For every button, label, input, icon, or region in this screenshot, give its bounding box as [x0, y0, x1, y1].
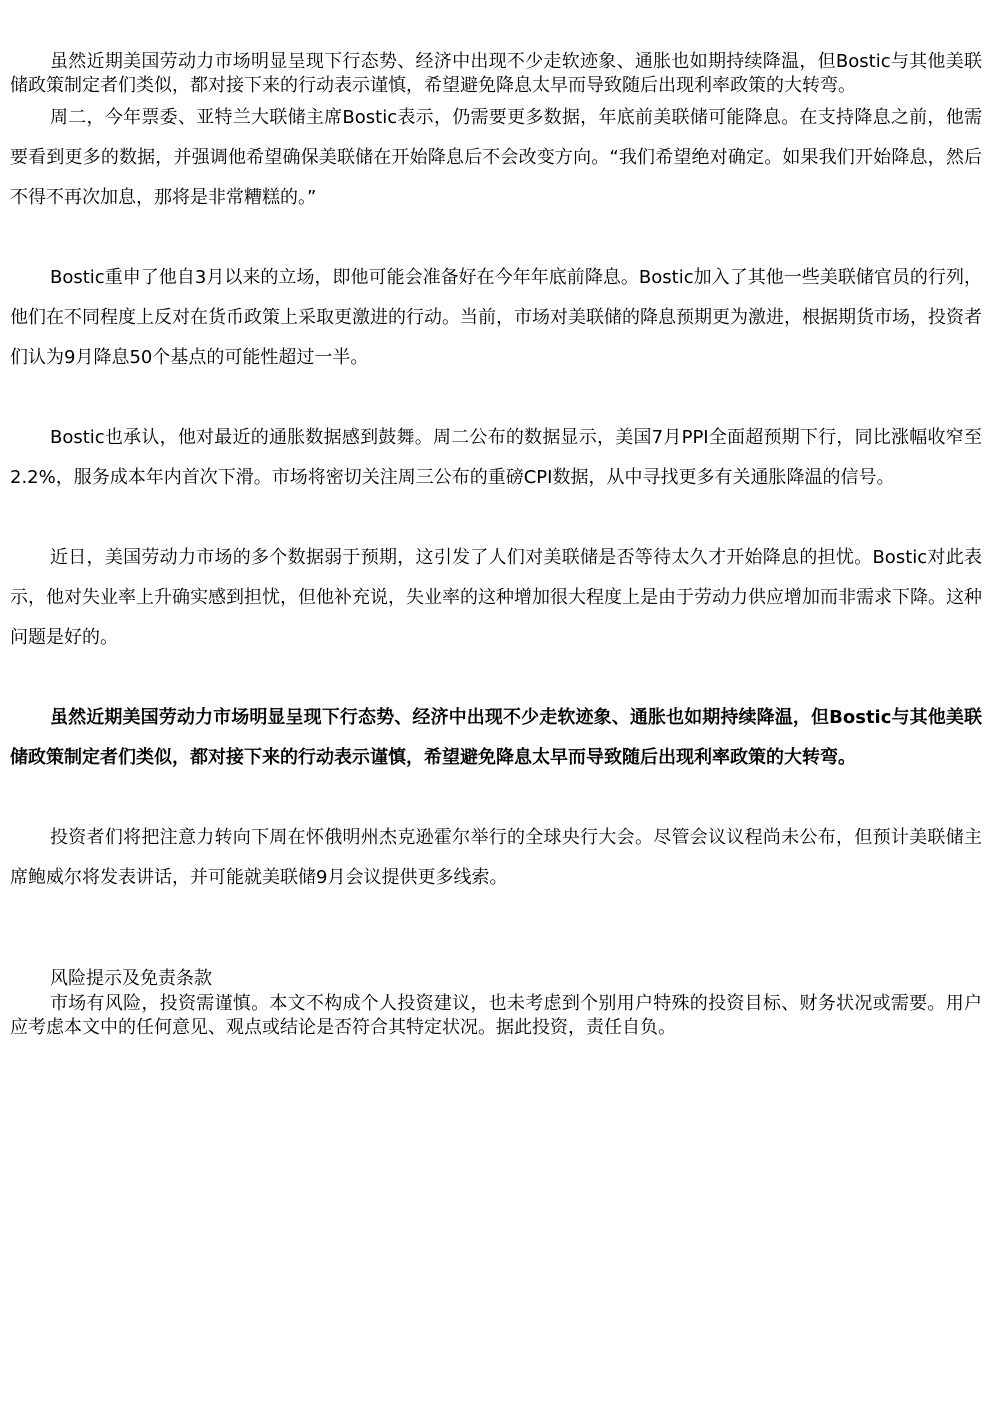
paragraph-bostic-statement: 周二，今年票委、亚特兰大联储主席Bostic表示，仍需要更多数据，年底前美联储可能降息。在支持降息之前，他需要看到更多的数据，并强调他希望确保美联储在开始降息后不会改变方向。“我们希望绝对确定。如果我们开始降息，然后不得不再次加息，那将是非常糟糕的。”	[10, 107, 982, 208]
paragraph-labor-market: 近日，美国劳动力市场的多个数据弱于预期，这引发了人们对美联储是否等待太久才开始降息的担忧。Bostic对此表示，他对失业率上升确实感到担忧，但他补充说，失业率的这种增加很大程度上是由于劳动力供应增加而非需求下降。这种问题是好的。	[10, 547, 982, 648]
paragraph-intro: 虽然近期美国劳动力市场明显呈现下行态势、经济中出现不少走软迹象、通胀也如期持续降温，但Bostic与其他美联储政策制定者们类似，都对接下来的行动表示谨慎，希望避免降息太早而导致随后出现利率政策的大转弯。	[10, 51, 982, 96]
disclaimer-body: 市场有风险，投资需谨慎。本文不构成个人投资建议，也未考虑到个别用户特殊的投资目标、财务状况或需要。用户应考虑本文中的任何意见、观点或结论是否符合其特定状况。据此投资，责任自负。	[10, 993, 982, 1038]
paragraph-bostic-stance: Bostic重申了他自3月以来的立场，即他可能会准备好在今年年底前降息。Bostic加入了其他一些美联储官员的行列，他们在不同程度上反对在货币政策上采取更激进的行动。当前，市场对美联储的降息预期更为激进，根据期货市场，投资者们认为9月降息50个基点的可能性超过一半。	[10, 267, 982, 368]
paragraph-spacer	[10, 498, 982, 538]
paragraph-bold-summary: 虽然近期美国劳动力市场明显呈现下行态势、经济中出现不少走软迹象、通胀也如期持续降温，但Bostic与其他美联储政策制定者们类似，都对接下来的行动表示谨慎，希望避免降息太早而导致随后出现利率政策的大转弯。	[10, 707, 982, 768]
paragraph-spacer	[10, 218, 982, 258]
paragraph-spacer	[10, 778, 982, 818]
disclaimer-title: 风险提示及免责条款	[50, 968, 212, 989]
paragraph-jackson-hole: 投资者们将把注意力转向下周在怀俄明州杰克逊霍尔举行的全球央行大会。尽管会议议程尚未公布，但预计美联储主席鲍威尔将发表讲话，并可能就美联储9月会议提供更多线索。	[10, 827, 982, 888]
paragraph-spacer	[10, 658, 982, 698]
paragraph-inflation-data: Bostic也承认，他对最近的通胀数据感到鼓舞。周二公布的数据显示，美国7月PPI全面超预期下行，同比涨幅收窄至2.2%，服务成本年内首次下滑。市场将密切关注周三公布的重磅CPI数据，从中寻找更多有关通胀降温的信号。	[10, 427, 982, 488]
article-page	[10, 50, 982, 1040]
paragraph-spacer	[10, 898, 982, 966]
paragraph-spacer	[10, 378, 982, 418]
